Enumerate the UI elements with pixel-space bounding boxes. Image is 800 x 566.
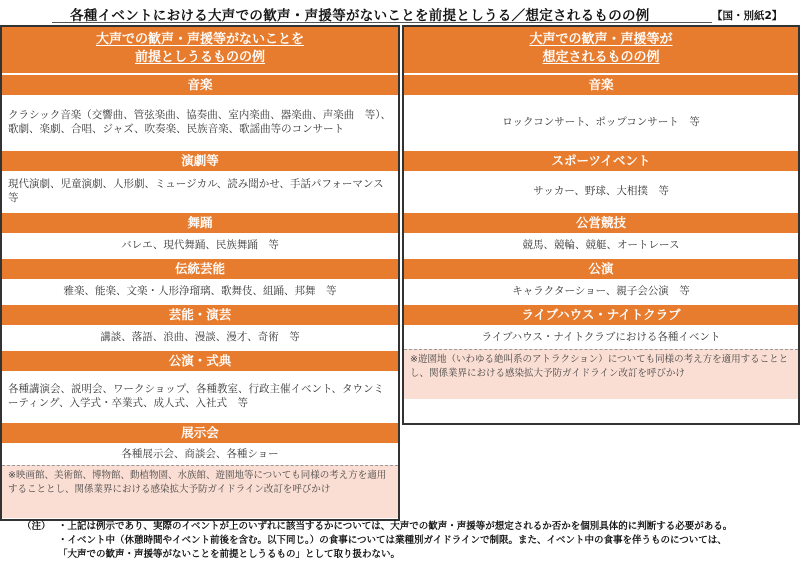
category-music-right-text: ロックコンサート、ポップコンサート 等 (502, 115, 700, 128)
category-traditional: 伝統芸能 (2, 257, 398, 279)
category-live-house-text: ライブハウス・ナイトクラブにおける各種イベント (481, 330, 721, 343)
left-column-header (2, 27, 398, 73)
right-header-line-1: 大声での歓声・声援等が (529, 32, 673, 47)
category-music-text: クラシック音楽（交響曲、管弦楽曲、協奏曲、室内楽曲、器楽曲、声楽曲 等）、歌劇、楽劇、合唱、ジャズ、吹奏楽、民族音楽、歌謡曲等のコンサート (8, 108, 392, 135)
right-column (402, 25, 800, 425)
category-theatre-text: 現代演劇、児童演劇、人形劇、ミュージカル、読み聞かせ、手話パフォーマンス 等 (8, 177, 395, 204)
footnote-line-3: 「大声での歓声・声援等がないことを前提としうるもの」として取り扱わない。 (58, 549, 401, 560)
category-dance: 舞踊 (2, 211, 398, 233)
right-note: ※遊園地（いわゆる絶叫系のアトラクション）についても同様の考え方を適用することとし、関係業界における感染拡大予防ガイドライン改訂を呼びかけ (404, 349, 798, 399)
left-header-line-1: 大声での歓声・声援等がないことを (95, 32, 304, 47)
category-public-racing-text: 競馬、競輪、競艇、オートレース (522, 238, 680, 251)
right-header-line-2: 想定されるものの例 (542, 50, 660, 65)
left-note: ※映画館、美術館、博物館、動植物園、水族館、遊園地等についても同様の考え方を適用することとし、関係業界における感染拡大予防ガイドライン改訂を呼びかけ (2, 465, 398, 518)
category-entertainment-examples (2, 325, 398, 349)
footnote-row-1 (22, 520, 792, 534)
category-theatre: 演劇等 (2, 149, 398, 171)
category-theatre-examples (2, 171, 398, 211)
category-sports-text: サッカー、野球、大相撲 等 (533, 184, 669, 197)
footnote (22, 520, 792, 562)
category-music-right-examples (404, 95, 798, 149)
category-performance: 公演 (404, 257, 798, 279)
footnote-label: （注） (22, 521, 51, 532)
title-bar (0, 0, 800, 26)
category-public-racing-examples (404, 233, 798, 257)
category-ceremony: 公演・式典 (2, 349, 398, 371)
category-exhibition: 展示会 (2, 421, 398, 443)
footnote-line-2: ・イベント中（休憩時間やイベント前後を含む。以下同じ。）の食事については業種別ガイドラインで制限。また、イベント中の食事を伴うものについては、 (58, 535, 727, 546)
category-live-house-examples (404, 325, 798, 349)
left-header-line-2: 前提としうるものの例 (134, 50, 265, 65)
category-exhibition-examples (2, 443, 398, 465)
category-ceremony-text: 各種講演会、説明会、ワークショップ、各種教室、行政主催イベント、タウンミーティング、入学式・卒業式、成人式、入社式 等 (8, 382, 385, 409)
category-sports-examples (404, 171, 798, 211)
category-music-right: 音楽 (404, 73, 798, 95)
category-performance-text: キャラクターショー、親子会公演 等 (512, 284, 690, 297)
category-live-house: ライブハウス・ナイトクラブ (404, 303, 798, 325)
category-dance-text: バレエ、現代舞踊、民族舞踊 等 (121, 238, 279, 251)
category-music-examples (2, 95, 398, 149)
category-traditional-examples (2, 279, 398, 303)
category-public-racing: 公営競技 (404, 211, 798, 233)
category-sports: スポーツイベント (404, 149, 798, 171)
category-performance-examples (404, 279, 798, 303)
right-column-header (404, 27, 798, 73)
category-entertainment: 芸能・演芸 (2, 303, 398, 325)
category-entertainment-text: 講談、落語、浪曲、漫談、漫才、奇術 等 (100, 330, 300, 343)
page-title: 各種イベントにおける大声での歓声・声援等がないことを前提としうる／想定されるものの例 (70, 8, 650, 24)
document-tag: 【国・別紙2】 (712, 10, 783, 22)
left-column (0, 25, 400, 521)
category-exhibition-text: 各種展示会、商談会、各種ショー (121, 447, 279, 460)
category-music: 音楽 (2, 73, 398, 95)
footnote-line-1: ・上記は例示であり、実際のイベントが上のいずれに該当するかについては、大声での歓声・声援等が想定されるか否かを個別具体的に判断する必要がある。 (58, 521, 733, 532)
category-traditional-text: 雅楽、能楽、文楽・人形浄瑠璃、歌舞伎、組踊、邦舞 等 (63, 284, 337, 297)
title-underline (52, 22, 712, 23)
category-ceremony-examples (2, 371, 398, 421)
category-dance-examples (2, 233, 398, 257)
